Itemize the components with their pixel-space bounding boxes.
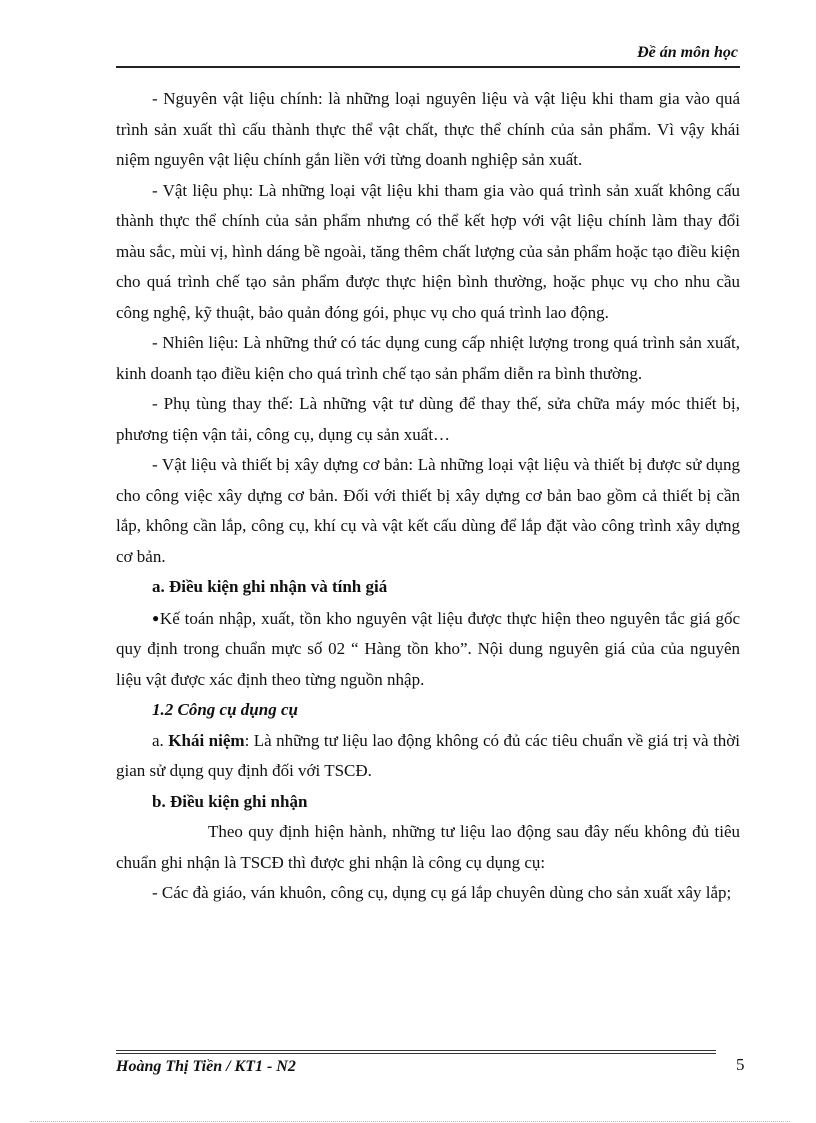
paragraph-main-materials: - Nguyên vật liệu chính: là những loại nguyên liệu và vật liệu khi tham gia vào quá trình sản xuất thì cấu thành thực thể vật chất, thực thể chính của sản phẩm. Vì vậy khái niệm nguyên vật liệu chính gắn liền với từng doanh nghiệp sản xuất. <box>116 89 740 169</box>
paragraph-fuel: - Nhiên liệu: Là những thứ có tác dụng cung cấp nhiệt lượng trong quá trình sản xuất, kinh doanh tạo điều kiện cho quá trình chế tạo sản phẩm diễn ra bình thường. <box>116 333 740 383</box>
concept-prefix: a. <box>152 730 169 750</box>
page-edge-divider <box>30 1121 790 1122</box>
paragraph-auxiliary-materials: - Vật liệu phụ: Là những loại vật liệu khi tham gia vào quá trình sản xuất không cấu thành thực thể chính của sản phẩm nhưng có thể kết hợp với vật liệu chính làm thay đổi màu sắc, mùi vị, hình dáng bề ngoài, tăng thêm chất lượng của sản phẩm hoặc tạo điều kiện cho quá trình chế tạo sản phẩm được thực hiện bình thường, hoặc phục vụ cho nhu cầu công nghệ, kỹ thuật, bảo quản đóng gói, phục vụ cho quá trình lao động. <box>116 180 740 322</box>
heading-recognition: b. Điều kiện ghi nhận <box>152 791 308 811</box>
footer-divider <box>116 1050 716 1054</box>
paragraph-concept <box>116 726 740 787</box>
paragraph-accounting-text: Kế toán nhập, xuất, tồn kho nguyên vật liệu được thực hiện theo nguyên tắc giá gốc quy định trong chuẩn mực số 02 “ Hàng tồn kho”. Nội dung nguyên giá của của nguyên liệu vật được xác định theo từng nguồn nhập. <box>116 608 740 689</box>
header-divider <box>116 66 740 68</box>
document-body <box>116 84 740 909</box>
heading-recognition-conditions: a. Điều kiện ghi nhận và tính giá <box>152 577 388 596</box>
section-heading-tools: 1.2 Công cụ dụng cụ <box>152 700 298 719</box>
paragraph-accounting-principle <box>116 603 740 696</box>
paragraph-construction-materials: - Vật liệu và thiết bị xây dựng cơ bản: Là những loại vật liệu và thiết bị được sử dụng cho công việc xây dựng cơ bản. Đối với thiết bị xây dựng cơ bản bao gồm cả thiết bị cần lắp, không cần lắp, công cụ, khí cụ và vật kết cấu dùng để lắp đặt vào công trình xây dựng cơ bản. <box>116 455 740 566</box>
header-title: Đề án môn học <box>637 44 738 61</box>
bullet-icon: ● <box>152 610 160 625</box>
paragraph-spare-parts: - Phụ tùng thay thế: Là những vật tư dùng để thay thế, sửa chữa máy móc thiết bị, phương tiện vận tải, công cụ, dụng cụ sản xuất… <box>116 394 740 444</box>
concept-definition: : Là những tư liệu lao động không có đủ các tiêu chuẩn về giá trị và thời gian sử dụng quy định đối với TSCĐ. <box>116 730 740 780</box>
paragraph-scaffolding: - Các đà giáo, ván khuôn, công cụ, dụng cụ gá lắp chuyên dùng cho sản xuất xây lắp; <box>152 883 732 902</box>
paragraph-regulation: Theo quy định hiện hành, những tư liệu lao động sau đây nếu không đủ tiêu chuẩn ghi nhận là TSCĐ thì được ghi nhận là công cụ dụng cụ: <box>116 822 740 872</box>
concept-term: Khái niệm <box>168 730 245 750</box>
footer-author: Hoàng Thị Tiền / KT1 - N2 <box>116 1058 296 1075</box>
page-number: 5 <box>736 1055 745 1074</box>
